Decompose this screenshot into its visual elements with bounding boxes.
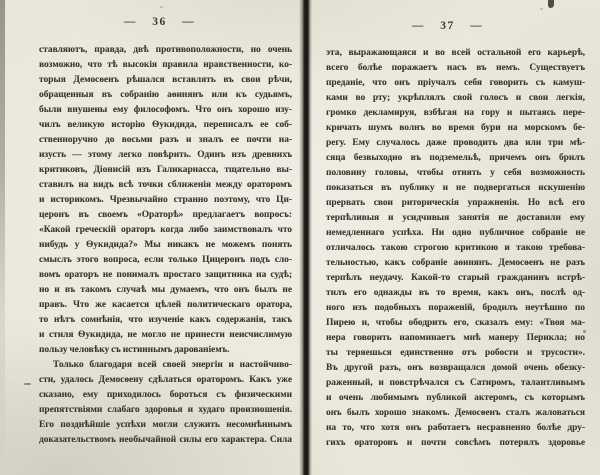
text-line: гихъ ораторовъ и почти совсѣмъ потерялъ здоровье <box>326 438 585 448</box>
text-line: Только благодаря всей своей энергіи и настойчиво- <box>53 360 292 370</box>
text-line: терпѣливыя и усидчивыя занятія не доставили ему <box>326 213 585 223</box>
text-line: критиковъ, Діонисій изъ Галикарнасса, тщательно вы- <box>39 165 292 175</box>
text-line: пользу человѣку съ истиннымъ дарованіемъ. <box>39 345 230 355</box>
text-line: смыслъ этого вопроса, если только Цицеронъ подъ сло- <box>39 255 292 265</box>
text-line: тилъ его однажды въ то время, какъ онъ, послѣ од- <box>326 288 585 298</box>
text-line: и стиля Ѳукидида, не могло не принести неисчислимую <box>39 330 292 340</box>
paper-speck <box>160 6 163 8</box>
text-line: сказано, ему приходилось бороться съ физическими <box>39 390 292 400</box>
text-line: громко декламируя, взбѣгая на гору и пытаясь пере- <box>326 108 585 118</box>
left-page-edge-shadow <box>0 0 5 475</box>
text-line: сяца безвыходно въ подземельѣ, причемъ онъ брилъ <box>326 153 585 163</box>
text-line: обращенныя въ собранію аѳинянъ или къ судьямъ, <box>39 90 292 100</box>
text-line: доказательствомъ необычайной силы его характера. Сила <box>39 435 292 445</box>
scan-artifact-corner <box>548 0 554 8</box>
text-line: преданіе, что онъ пріучалъ себя говорить съ камуш- <box>326 78 585 88</box>
text-line: терпѣлъ неудачу. Какой-то старый гражданинъ встрѣ- <box>326 273 585 283</box>
text-line: то нѣтъ сомнѣнія, что изученіе какъ содержанія, такъ <box>39 315 292 325</box>
text-line: тельностью, какъ собраніе аѳинянъ. Демосѳенъ не разъ <box>326 258 585 268</box>
text-line: сти, удалось Демосѳену сдѣлаться ораторомъ. Какъ уже <box>39 375 292 385</box>
paper-speck <box>540 8 543 10</box>
text-line: нибудь у Ѳукидида?» Мы никакъ не можемъ понять <box>39 240 292 250</box>
text-line: регу. Ему случалось даже проводить два или три мѣ- <box>326 138 585 148</box>
text-line: половину головы, чтобы отнять у себя возможность <box>326 168 585 178</box>
text-line: эта, выражающаяся и во всей остальной его карьерѣ, <box>326 48 585 58</box>
text-line: изусть — этому легко повѣрить. Одинъ изъ древнихъ <box>39 150 292 160</box>
text-line: церонъ въ своемъ «Ораторѣ» предлагаетъ вопросъ: <box>39 210 292 220</box>
text-line: ты теряешься единственно отъ робости и трусости». <box>326 348 585 358</box>
text-line: препятствіями слабаго здоровья и худаго произношенія. <box>39 405 292 415</box>
text-line: прервать свои риторическія упражненія. Но всѣ его <box>326 198 585 208</box>
text-line: всего болѣе поражаетъ насъ въ немъ. Существуетъ <box>326 63 585 73</box>
text-line: нера говорить напоминаетъ мнѣ манеру Перикла; но <box>326 333 585 343</box>
text-line: и очень любимымъ публикой актеромъ, съ которымъ <box>326 393 585 403</box>
text-line: но и въ такомъ случаѣ мы думаемъ, что онъ былъ не <box>39 285 292 295</box>
page-number-header: — 37 — <box>411 20 484 32</box>
text-line: ками во рту; укрѣплялъ свой голосъ и свои легкія, <box>326 93 585 103</box>
page-number-header: — 36 — <box>123 16 196 28</box>
text-line: раженный, и повстрѣчался съ Сатиромъ, талантливымъ <box>326 378 585 388</box>
text-line: показаться въ публику и не подвергаться искушенію <box>326 183 585 193</box>
text-line: ного изъ подобныхъ пораженій, бродилъ неутѣшно по <box>326 303 585 313</box>
text-line: «Какой греческій ораторъ когда либо заимствовалъ что <box>39 225 292 235</box>
text-line: ставилъ на видъ всѣ точки сближенія между ораторомъ <box>39 180 292 190</box>
paper-speck <box>24 383 31 385</box>
text-line: онъ былъ хорошо знакомъ. Демосѳенъ сталъ жаловаться <box>326 408 585 418</box>
text-line: ственноручно до восьми разъ и зналъ ее почти на- <box>39 135 292 145</box>
text-line: вомъ ораторъ не понималъ простаго защитника на судѣ; <box>39 270 292 280</box>
text-line: были внушены ему философомъ. Что онъ хорошо изу- <box>39 105 292 115</box>
text-line: Въ другой разъ, онъ возвращался домой очень обезку- <box>326 363 585 373</box>
text-line: кричать шумъ волнъ во время бури на морскомъ бе- <box>326 123 585 133</box>
text-line: немедленнаго успѣха. Ни одно публичное собраніе не <box>326 228 585 238</box>
page-text <box>39 43 292 448</box>
text-line: и историкомъ. Чрезвычайно странно поэтому, что Ци- <box>39 195 292 205</box>
text-line: ставляютъ, правда, двѣ противоположности, но очень <box>39 45 292 55</box>
text-line: чилъ великую исторію Ѳукидида, переписалъ ее соб- <box>39 120 292 130</box>
text-line: Его позднѣйшіе успѣхи могли служить несомнѣннымъ <box>39 420 292 430</box>
text-line: торыя Демосѳенъ рѣшался вставлять въ свои рѣчи, <box>39 75 292 85</box>
text-line: Пирею и, чтобы ободрить его, сказалъ ему: «Твоя ма- <box>326 318 585 328</box>
page-text <box>326 46 585 451</box>
book-binding-gutter <box>299 0 312 475</box>
text-line: на то, что хотя онъ работаетъ несравненно болѣе дру- <box>326 423 585 433</box>
text-line: правъ. Что же касается цѣлей политическаго оратора, <box>39 300 292 310</box>
text-line: отличалось такою строгою критикою и такою требова- <box>326 243 585 253</box>
text-line: возможно, что тѣ высокія правила нравственности, ко- <box>39 60 292 70</box>
